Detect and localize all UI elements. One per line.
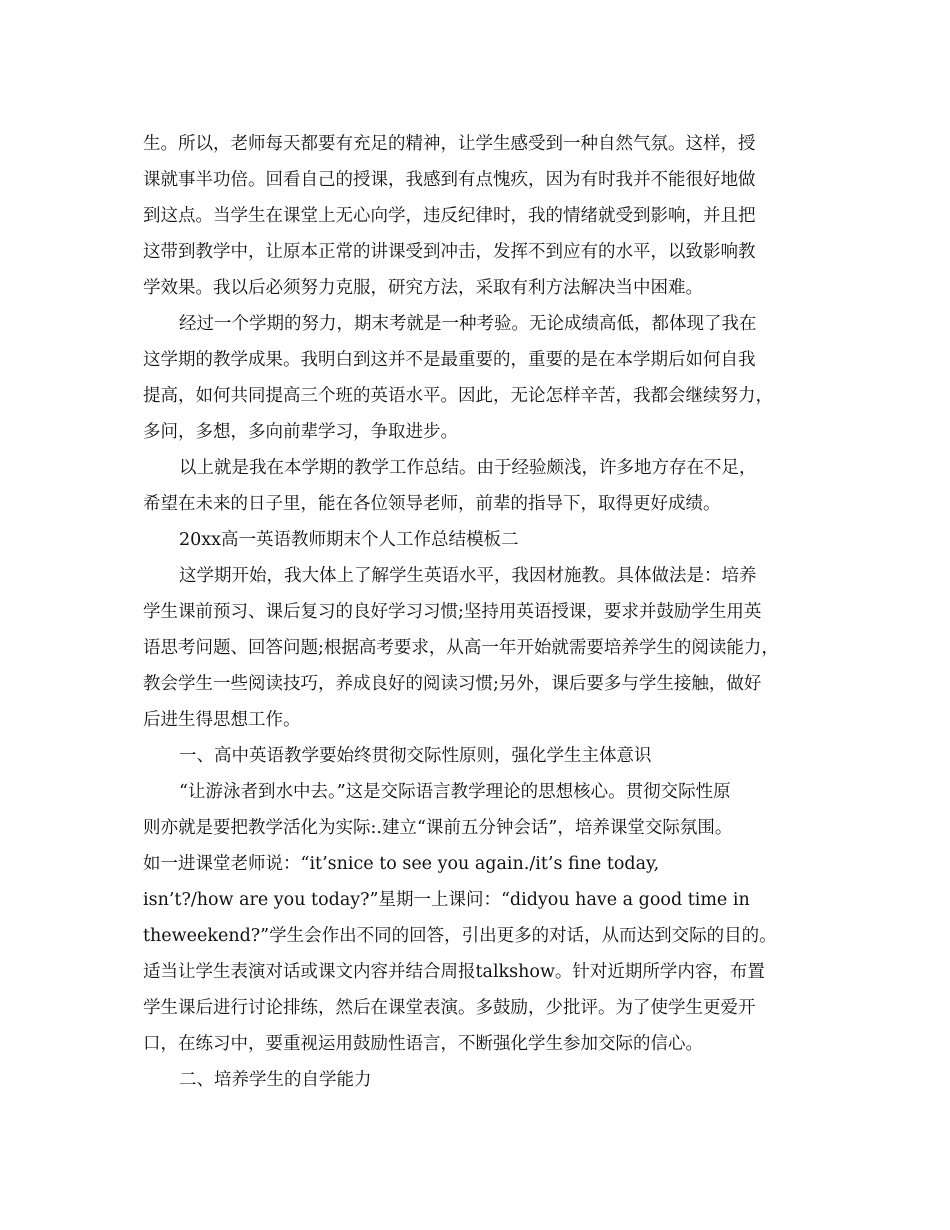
text-line: 语思考问题、回答问题;根据高考要求，从高一年开始就需要培养学生的阅读能力， — [143, 638, 779, 658]
text-line: theweekend?”学生会作出不同的回答，引出更多的对话，从而达到交际的目的。 — [143, 926, 777, 946]
text-line: 课就事半功倍。回看自己的授课，我感到有点愧疚，因为有时我并不能很好地做 — [143, 170, 756, 190]
text-line: 教会学生一些阅读技巧，养成良好的阅读习惯;另外，课后要多与学生接触，做好 — [143, 674, 762, 694]
section-heading: 二、培养学生的自学能力 — [179, 1070, 372, 1090]
text-line: 提高，如何共同提高三个班的英语水平。因此，无论怎样辛苦，我都会继续努力， — [143, 386, 773, 406]
text-line: 如一进课堂老师说：“it’snice to see you again./it’s fine today, — [143, 854, 660, 874]
text-line: 经过一个学期的努力，期末考就是一种考验。无论成绩高低，都体现了我在 — [179, 314, 757, 334]
text-line: 生。所以，老师每天都要有充足的精神，让学生感受到一种自然气氛。这样，授 — [143, 134, 756, 154]
text-line: 以上就是我在本学期的教学工作总结。由于经验颇浅，许多地方存在不足， — [179, 458, 757, 478]
text-line: 学生课前预习、课后复习的良好学习习惯;坚持用英语授课，要求并鼓励学生用英 — [143, 602, 762, 622]
text-line: 学效果。我以后必须努力克服，研究方法，采取有利方法解决当中困难。 — [143, 278, 703, 298]
text-line: 多问，多想，多向前辈学习，争取进步。 — [143, 422, 458, 442]
text-line: 后进生得思想工作。 — [143, 710, 301, 730]
text-line: 这学期的教学成果。我明白到这并不是最重要的，重要的是在本学期后如何自我 — [143, 350, 756, 370]
section-heading: 20xx高一英语教师期末个人工作总结模板二 — [179, 530, 519, 550]
text-line: 学生课后进行讨论排练，然后在课堂表演。多鼓励，少批评。为了使学生更爱开 — [143, 998, 756, 1018]
text-line: 口，在练习中，要重视运用鼓励性语言，不断强化学生参加交际的信心。 — [143, 1034, 703, 1054]
text-line: “让游泳者到水中去。”这是交际语言教学理论的思想核心。贯彻交际性原 — [179, 782, 731, 802]
text-line: 这学期开始，我大体上了解学生英语水平，我因材施教。具体做法是：培养 — [179, 566, 757, 586]
text-line: 适当让学生表演对话或课文内容并结合周报talkshow。针对近期所学内容，布置 — [143, 962, 765, 982]
text-line: 则亦就是要把教学活化为实际:.建立“课前五分钟会话”，培养课堂交际氛围。 — [143, 818, 733, 838]
text-line: 到这点。当学生在课堂上无心向学，违反纪律时，我的情绪就受到影响，并且把 — [143, 206, 756, 226]
section-heading: 一、高中英语教学要始终贯彻交际性原则，强化学生主体意识 — [179, 746, 652, 766]
text-line: 这带到教学中，让原本正常的讲课受到冲击，发挥不到应有的水平，以致影响教 — [143, 242, 756, 262]
text-line: 希望在未来的日子里，能在各位领导老师，前辈的指导下，取得更好成绩。 — [143, 494, 721, 514]
text-line: isn’t?/how are you today?”星期一上课问：“didyou have a good time in — [143, 890, 750, 910]
